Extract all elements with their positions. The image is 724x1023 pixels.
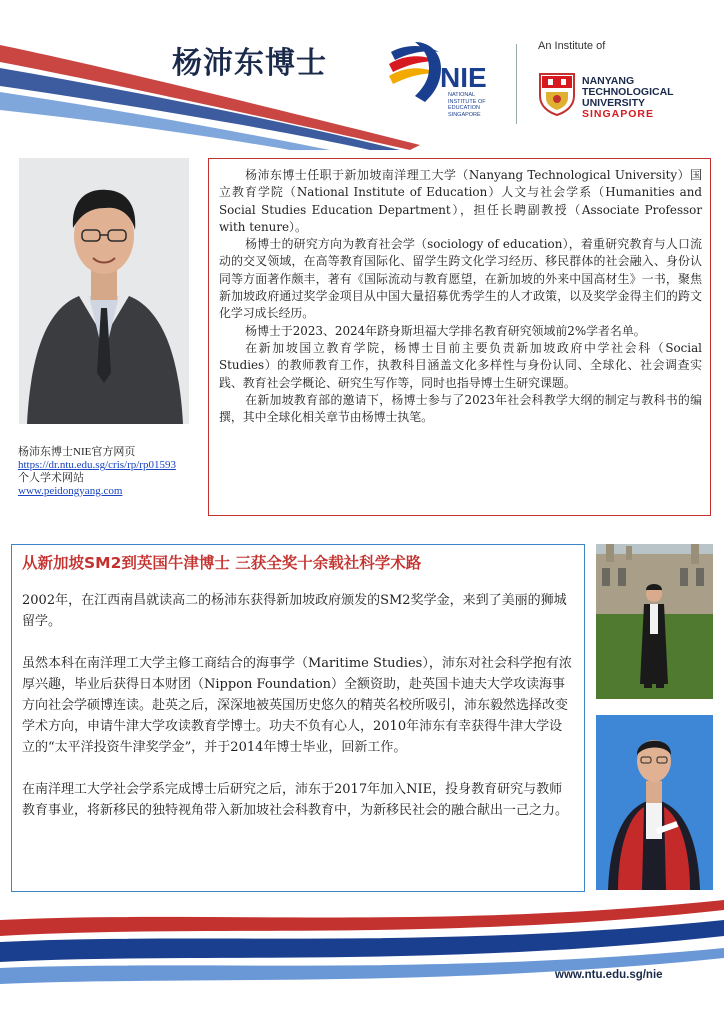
an-institute-of-label: An Institute of [538, 40, 606, 52]
graduation-gown-photo [596, 715, 713, 890]
bio-paragraph: 杨博士的研究方向为教育社会学（sociology of education），着重研究教育与人口流动的交叉领域，在高等教育国际化、留学生跨文化学习经历、移民群体的社会融入、身份认同等方面著作颇丰，著有《国际流动与教育愿望，在新加坡的外来中国高材生》一书，聚焦新加坡政府通过奖学金项目从中国大量招募优秀学生的人才政策，以及奖学金得主们的跨文化学习成长经历。 [219, 237, 702, 321]
page-title: 杨沛东博士 [172, 46, 327, 81]
personal-site-link[interactable]: www.peidongyang.com [18, 485, 123, 497]
nie-logo-text: NIE [440, 62, 487, 93]
nie-subtitle: NATIONAL INSTITUTE OF EDUCATION SINGAPORE [448, 92, 486, 118]
portrait-photo [19, 158, 189, 424]
ntu-name-line1: NANYANG [582, 75, 635, 87]
bio-paragraph: 杨沛东博士任职于新加坡南洋理工大学（Nanyang Technological University）国立教育学院（National Institute of Education）人文与社会学系（Humanities and Social Studies Education Department），担任长聘副教授（Associate Professor with tenure）。 [219, 168, 702, 234]
story-heading: 从新加坡SM2到英国牛津博士 三获全奖十余载社科学术路 [22, 554, 422, 572]
bio-box [208, 158, 711, 516]
footer-url[interactable]: www.ntu.edu.sg/nie [555, 969, 663, 981]
story-paragraph: 2002年，在江西南昌就读高二的杨沛东获得新加坡政府颁发的SM2奖学金，来到了美丽的狮城留学。 [22, 593, 567, 629]
bio-paragraph: 在新加坡国立教育学院，杨博士目前主要负责新加坡政府中学社会科（Social Studies）的教师教育工作，执教科目涵盖文化多样性与身份认同、全球化、社会调查实践、教育社会学概论、研究生写作等，同时也指导博士生研究课题。 [219, 340, 702, 390]
ntu-shield-icon [538, 72, 576, 116]
ntu-name-line3: UNIVERSITY [582, 97, 646, 109]
ntu-logo-text [582, 76, 674, 120]
official-page-link[interactable]: https://dr.ntu.edu.sg/cris/rp/rp01593 [18, 459, 176, 471]
story-paragraph: 虽然本科在南洋理工大学主修工商结合的海事学（Maritime Studies），沛东对社会科学抱有浓厚兴趣，毕业后获得日本财团（Nippon Foundation）全额资助，赴英国卡迪夫大学攻读海事方向社会学硕博连读。赴英之后，深深地被英国历史悠久的精英名校所吸引，沛东毅然选择改变学术方向，申请牛津大学攻读教育学博士。功夫不负有心人，2010年沛东有幸获得牛津大学设立的“太平洋投资牛津奖学金”，并于2014年博士毕业，回新工作。 [22, 656, 572, 755]
personal-site-label: 个人学术网站 [18, 472, 84, 484]
official-page-label: 杨沛东博士NIE官方网页 [18, 446, 136, 458]
ntu-name-line2: TECHNOLOGICAL [582, 86, 674, 98]
story-box [11, 544, 585, 892]
story-paragraph: 在南洋理工大学社会学系完成博士后研究之后，沛东于2017年加入NIE，投身教育研究与教师教育事业，将新移民的独特视角带入新加坡社会科教育中，为新移民社会的融合献出一己之力。 [22, 782, 569, 818]
ntu-name-line4: SINGAPORE [582, 108, 655, 120]
oxford-courtyard-photo [596, 544, 713, 699]
footer-swoosh-decoration [0, 880, 724, 1023]
bio-paragraph: 杨博士于2023、2024年跻身斯坦福大学排名教育研究领域前2%学者名单。 [245, 323, 646, 338]
bio-paragraph: 在新加坡教育部的邀请下，杨博士参与了2023年社会科教学大纲的制定与教科书的编撰，其中全球化相关章节由杨博士执笔。 [219, 392, 702, 425]
header-divider [516, 44, 517, 124]
profile-links [18, 446, 213, 498]
